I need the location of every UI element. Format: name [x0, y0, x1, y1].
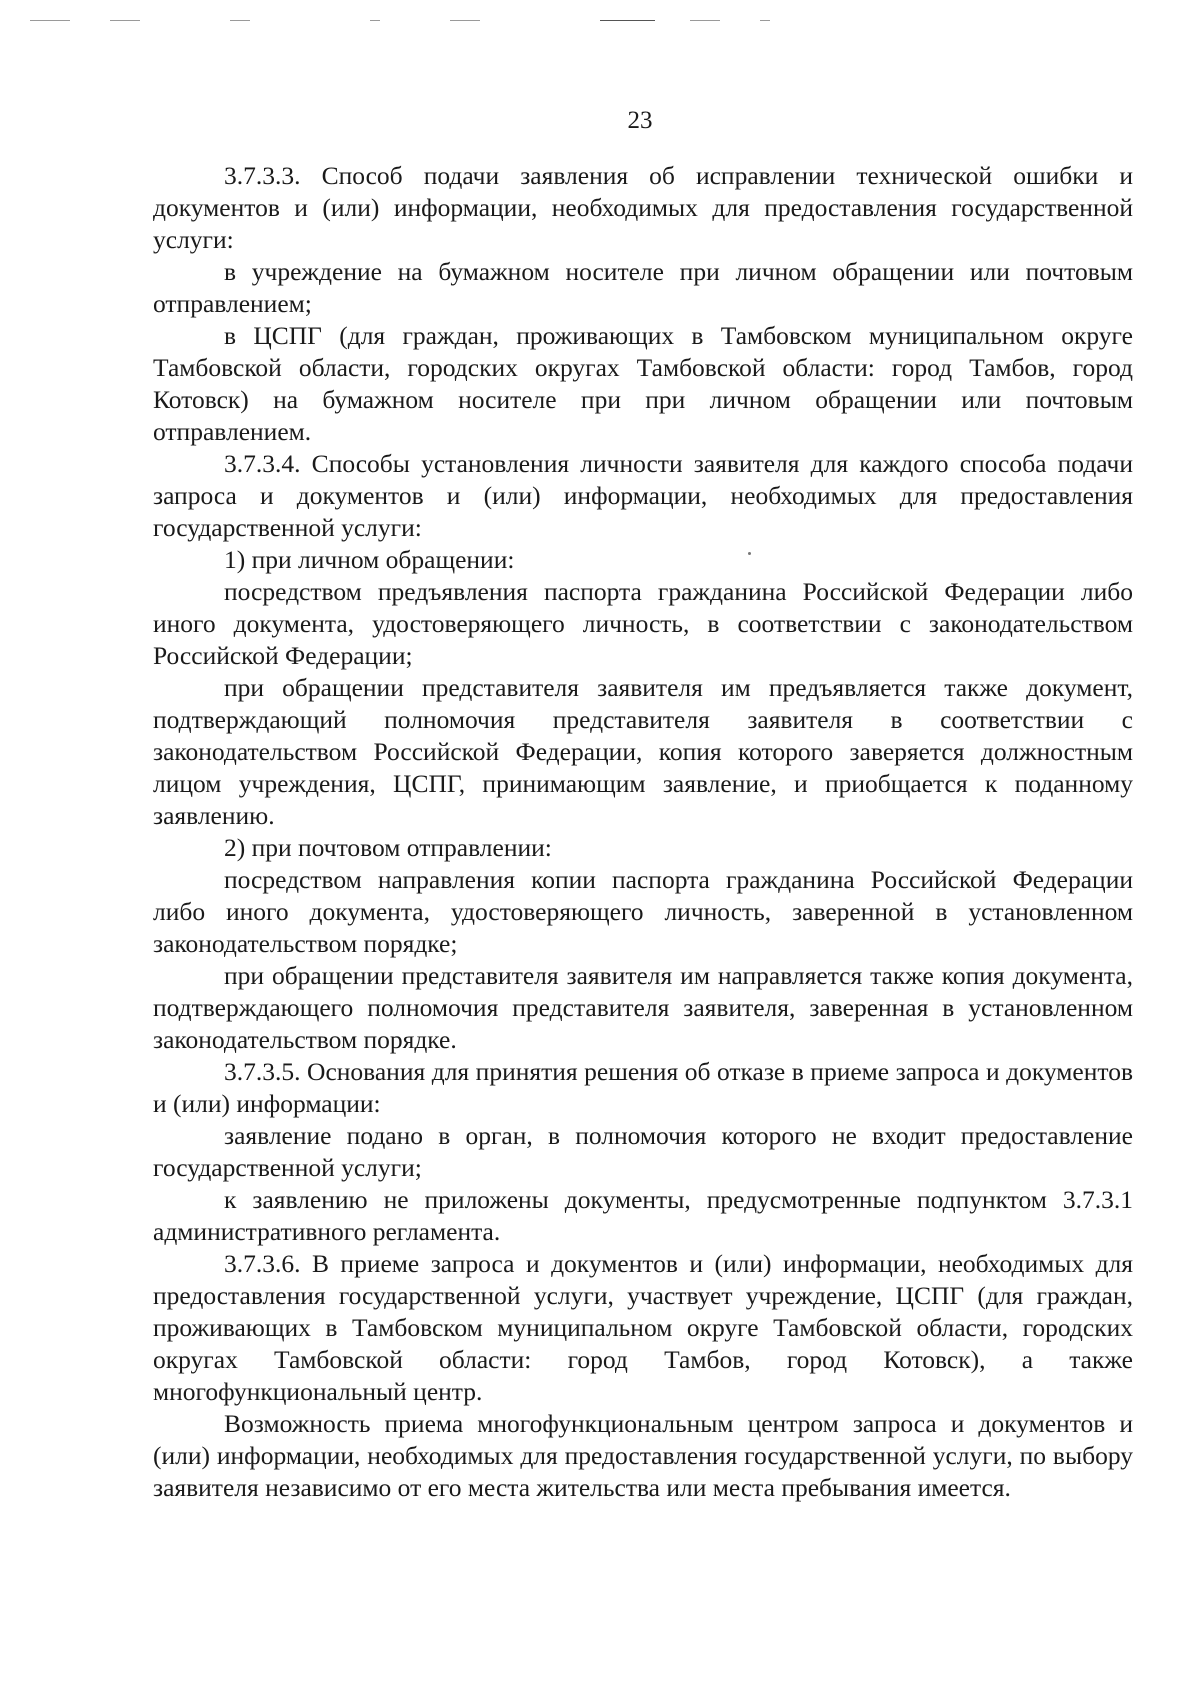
scan-speck	[748, 552, 751, 555]
paragraph-wrong-authority: заявление подано в орган, в полномочия которого не входит предоставление государственной услуги;	[153, 1121, 1133, 1182]
paragraph-passport-presentation: посредством предъявления паспорта гражданина Российской Федерации либо иного документа, удостоверяющего личность, в соответствии с законодательством Российской Федерации;	[153, 577, 1133, 670]
scan-artifact-marks	[30, 20, 1170, 24]
paragraph-mfc-possibility: Возможность приема многофункциональным центром запроса и документов и (или) информации, необходимых для предоставления государственной услуги, по выбору заявителя независимо от его места жительства или места пребывания имеется.	[153, 1409, 1133, 1502]
paragraph-3-7-3-3: 3.7.3.3. Способ подачи заявления об исправлении технической ошибки и документов и (или) информации, необходимых для предоставления государственной услуги:	[153, 161, 1133, 254]
paragraph-in-person-heading: 1) при личном обращении:	[224, 545, 515, 574]
paragraph-paper-submission: в учреждение на бумажном носителе при личном обращении или почтовым отправлением;	[153, 257, 1133, 318]
paragraph-3-7-3-4: 3.7.3.4. Способы установления личности заявителя для каждого способа подачи запроса и документов и (или) информации, необходимых для предоставления государственной услуги:	[153, 449, 1133, 542]
paragraph-cspg-submission: в ЦСПГ (для граждан, проживающих в Тамбовском муниципальном округе Тамбовской области, городских округах Тамбовской области: город Тамбов, город Котовск) на бумажном носителе при при личном обращении или почтовым отправлением.	[153, 321, 1133, 446]
paragraph-representative-in-person: при обращении представителя заявителя им предъявляется также документ, подтверждающий полномочия представителя заявителя в соответствии с законодательством Российской Федерации, копия которого заверяется должностным лицом учреждения, ЦСПГ, принимающим заявление, и приобщается к поданному заявлению.	[153, 673, 1133, 830]
paragraph-representative-postal: при обращении представителя заявителя им направляется также копия документа, подтверждающего полномочия представителя заявителя, заверенная в установленном законодательством порядке.	[153, 961, 1133, 1054]
paragraph-3-7-3-5: 3.7.3.5. Основания для принятия решения об отказе в приеме запроса и документов и (или) информации:	[153, 1057, 1133, 1118]
document-body	[153, 160, 1133, 1504]
paragraph-missing-documents: к заявлению не приложены документы, предусмотренные подпунктом 3.7.3.1 административного регламента.	[153, 1185, 1133, 1246]
page-number: 23	[627, 107, 653, 134]
paragraph-postal-heading: 2) при почтовом отправлении:	[224, 833, 552, 862]
paragraph-3-7-3-6: 3.7.3.6. В приеме запроса и документов и (или) информации, необходимых для предоставления государственной услуги, участвует учреждение, ЦСПГ (для граждан, проживающих в Тамбовском муниципальном округе Тамбовской области, городских округах Тамбовской области: город Тамбов, город Котовск), а также многофункциональный центр.	[153, 1249, 1133, 1406]
paragraph-passport-copy: посредством направления копии паспорта гражданина Российской Федерации либо иного документа, удостоверяющего личность, заверенной в установленном законодательством порядке;	[153, 865, 1133, 958]
